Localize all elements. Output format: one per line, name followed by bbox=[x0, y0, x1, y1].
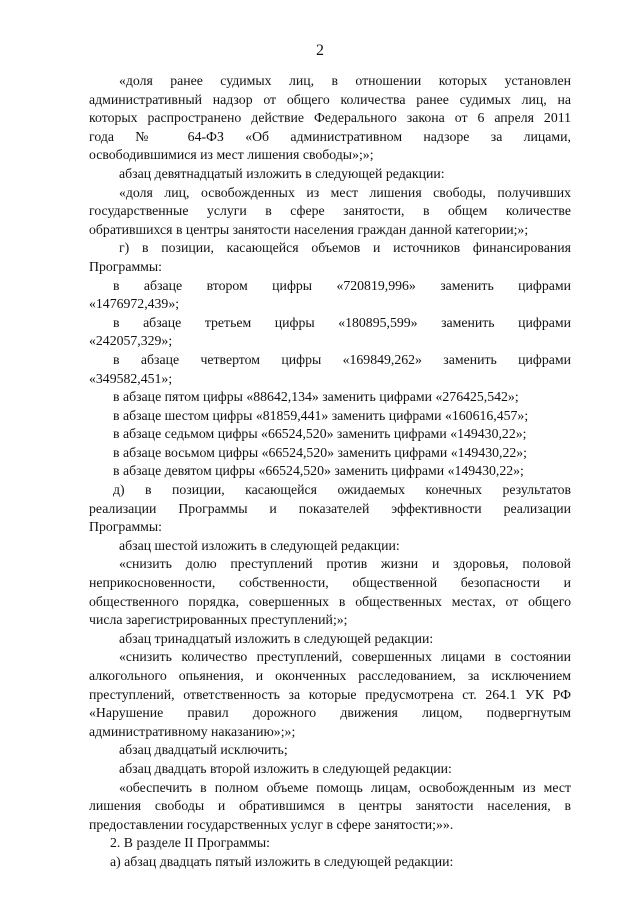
text-line: года № 64-ФЗ «Об административном надзоре за лицами, bbox=[89, 128, 571, 144]
text-line: «доля ранее судимых лиц, в отношении которых установлен bbox=[119, 73, 571, 88]
text-line: «снизить долю преступлений против жизни и здоровья, половой bbox=[119, 556, 571, 572]
text-line: «242057,329»; bbox=[89, 333, 173, 349]
text-line: «снизить количество преступлений, совершенных лицами в состоянии bbox=[119, 649, 571, 665]
text-line: в абзаце третьем цифры «180895,599» заменить цифрами bbox=[113, 314, 571, 330]
page-number: 2 bbox=[316, 42, 324, 59]
text-line: 2. В разделе II Программы: bbox=[110, 835, 270, 851]
text-line: в абзаце седьмом цифры «66524,520» заменить цифрами «149430,22»; bbox=[113, 426, 527, 442]
text-line: освободившимися из мест лишения свободы»;»; bbox=[89, 147, 374, 163]
text-line: государственные услуги в сфере занятости, в общем количестве bbox=[89, 203, 571, 219]
text-line: преступлений, ответственность за которые предусмотрена ст. 264.1 УК РФ bbox=[89, 686, 571, 702]
document-body bbox=[89, 72, 571, 872]
text-line: «1476972,439»; bbox=[89, 296, 180, 312]
text-line: а) абзац двадцать пятый изложить в следующей редакции: bbox=[110, 853, 454, 869]
text-line: лишения свободы и обратившимся в центры занятости населения, в bbox=[89, 798, 571, 814]
text-line: реализации Программы и показателей эффективности реализации bbox=[89, 500, 571, 516]
text-line: д) в позиции, касающейся ожидаемых конечных результатов bbox=[113, 482, 571, 498]
text-line: абзац шестой изложить в следующей редакции: bbox=[119, 537, 400, 553]
text-line: абзац двадцать второй изложить в следующей редакции: bbox=[119, 760, 452, 776]
text-line: которых распространено действие Федерального закона от 6 апреля 2011 bbox=[89, 110, 571, 126]
text-line: числа зарегистрированных преступлений;»; bbox=[89, 612, 348, 628]
text-line: в абзаце восьмом цифры «66524,520» заменить цифрами «149430,22»; bbox=[113, 444, 527, 460]
text-line: в абзаце шестом цифры «81859,441» заменить цифрами «160616,457»; bbox=[113, 407, 529, 423]
text-line: «доля лиц, освобожденных из мест лишения свободы, получивших bbox=[119, 184, 571, 200]
text-line: в абзаце пятом цифры «88642,134» заменить цифрами «276425,542»; bbox=[113, 389, 519, 405]
text-line: «Нарушение правил дорожного движения лицом, подвергнутым bbox=[89, 705, 571, 721]
text-line: «349582,451»; bbox=[89, 370, 173, 386]
text-line: предоставлении государственных услуг в сфере занятости;»». bbox=[89, 816, 454, 832]
text-line: административный надзор от общего количества ранее судимых лиц, на bbox=[89, 91, 571, 107]
text-line: неприкосновенности, собственности, общественной безопасности и bbox=[89, 575, 571, 591]
text-line: абзац тринадцатый изложить в следующей редакции: bbox=[119, 630, 434, 646]
text-line: общественного порядка, совершенных в общественных местах, от общего bbox=[89, 593, 571, 609]
text-line: административному наказанию»;»; bbox=[89, 723, 296, 739]
text-line: алкогольного опьянения, и оконченных расследованием, за исключением bbox=[89, 668, 571, 683]
text-line: в абзаце девятом цифры «66524,520» заменить цифрами «149430,22»; bbox=[113, 463, 524, 479]
text-line: Программы: bbox=[89, 519, 163, 535]
text-line: в абзаце четвертом цифры «169849,262» заменить цифрами bbox=[113, 351, 571, 367]
text-line: абзац девятнадцатый изложить в следующей редакции: bbox=[119, 165, 445, 181]
text-line: обратившихся в центры занятости населения граждан данной категории;»; bbox=[89, 221, 529, 237]
text-line: Программы: bbox=[89, 258, 163, 274]
text-line: в абзаце втором цифры «720819,996» заменить цифрами bbox=[113, 277, 571, 293]
text-line: «обеспечить в полном объеме помощь лицам, освобожденным из мест bbox=[119, 779, 571, 795]
text-line: г) в позиции, касающейся объемов и источников финансирования bbox=[119, 240, 571, 256]
text-line: абзац двадцатый исключить; bbox=[119, 742, 288, 758]
